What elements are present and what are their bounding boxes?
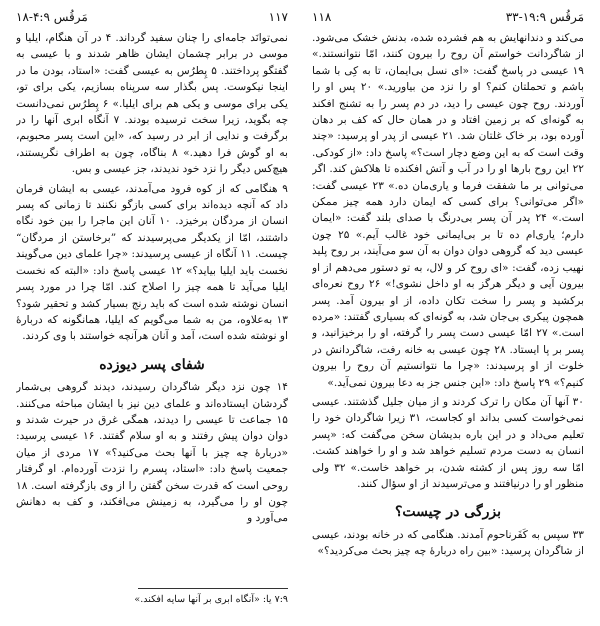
left-column bbox=[16, 30, 288, 616]
right-page-running-title bbox=[506, 10, 584, 24]
paragraph: ۳۰ آنها آن مکان را ترک کردند و از میان جلیل گذشتند. عیسی نمی‌خواست کسی بداند او کجاست، ۳۱ زیرا شاگردان خود را تعلیم می‌داد و در این باره بدیشان سخن می‌گفت که: «پسر انسان به دست مردم تسلیم خواهد شد و او را خواهند کشت. امّا سه روز پس از کشته شدن، بر خواهد خاست.» ۳۲ ولی منظور او را درنیافتند و می‌ترسیدند از او سؤال کنند. bbox=[312, 395, 584, 490]
left-page-header bbox=[16, 8, 288, 26]
right-book-name: مَرقُس bbox=[549, 10, 584, 24]
paragraph: نمی‌توانَد جامه‌ای را چنان سفید گرداند. ۴ در آن هنگام، ایلیا و موسی در برابر چشمان ایشان ظاهر شدند و با عیسی به گفتگو پرداختند. ۵ پِطرُس به عیسی گفت: «استاد، بودن ما در اینجا نیکوست. پس بگذار سه سرپناه بسازیم، یکی برای تو، یکی برای موسی و یکی هم برای ایلیا.» ۶ پِطرُس نمی‌دانست چه بگوید، زیرا سخت ترسیده بودند. ۷ آنگاه ابری آنها را در برگرفت و ندایی از ابر در رسید که، «این است پسر محبوبم، به او گوش فرا دهید.» ۸ بناگاه، چون به اطراف نگریستند، هیچ‌کس دیگر را نزد خود ندیدند، جز عیسی و بس. bbox=[16, 32, 288, 176]
right-column bbox=[312, 30, 584, 616]
paragraph: ۱۴ چون نزد دیگر شاگردان رسیدند، دیدند گروهی بی‌شمار گردشان ایستاده‌اند و علمای دین نیز با ایشان مباحثه می‌کنند. ۱۵ جماعت تا عیسی را دیدند، همگی غرق در حیرت شدند و دوان دوان پیش رفتند و به او سلام گفتند. ۱۶ عیسی پرسید: «دربارهٔ چه چیز با آنها بحث می‌کنید؟» ۱۷ مردی از میان جمعیت پاسخ داد: «استاد، پسرم را نزدت آورده‌ام. او گرفتار روحی است که قدرت سخن گفتن را از وی بازگرفته است. ۱۸ چون او را می‌گیرد، به زمینش می‌افکند، و کف به دهانش می‌آورد و bbox=[16, 381, 288, 525]
right-page-header bbox=[312, 8, 584, 26]
footnote-divider bbox=[138, 588, 288, 589]
left-chapter-range: ۴:۹-۱۸ bbox=[16, 10, 50, 24]
section-heading: بزرگی در چیست؟ bbox=[394, 504, 501, 521]
paragraph: ۹ هنگامی که از کوه فرود می‌آمدند، عیسی به ایشان فرمان داد که آنچه دیده‌اند برای کسی بازگو نکنند تا زمانی که پسر انسان از مردگان برخیزد. ۱۰ آنان این ماجرا را بین خود نگاه داشتند، امّا از یکدیگر می‌پرسیدند که ”برخاستن از مردگان“ چیست. ۱۱ آنگاه از عیسی پرسیدند: «چرا علمای دین می‌گویند نخست باید ایلیا بیاید؟» ۱۲ عیسی پاسخ داد: «البته که نخست ایلیا می‌آید تا همه چیز را اصلاح کند. امّا چرا در مورد پسر انسان نوشته شده است که باید رنج بسیار کشد و تحقیر شود؟ ۱۳ به‌علاوه، من به شما می‌گویم که ایلیا، همانگونه که دربارهٔ او نوشته شده است، آمد و آنان هرآنچه خواستند با وی کردند. bbox=[16, 182, 288, 343]
paragraph: ۳۳ سپس به کَفَرناحوم آمدند. هنگامی که در خانه بودند، عیسی از شاگردان پرسید: «بین راه دربارهٔ چه چیز بحث می‌کردید؟» bbox=[312, 528, 584, 558]
right-page-number: ۱۱۸ bbox=[312, 10, 332, 24]
paragraph: می‌کند و دندانهایش به هم فشرده شده، بدنش خشک می‌شود. از شاگردانت خواستم آن روح را بیرون کنند، امّا نتوانستند.» ۱۹ عیسی در پاسخ گفت: «ای نسل بی‌ایمان، تا به کِی با شما باشم و تحملتان کنم؟ او را نزد من بیاورید.» ۲۰ پس او را آوردند. روح چون عیسی را دید، در دم پسر را به تشنج افکند به گونه‌ای که بر زمین افتاد و در همان حال که کف بر دهان آورده بود، بر خاک غلتان شد. ۲۱ عیسی از پدر او پرسید: «چند وقت است که به این وضع دچار است؟» پاسخ داد: «از کودکی. ۲۲ این روح بارها او را در آب و آتش افکنده تا هلاکش کند. اگر می‌توانی بر ما شفقت فرما و یاری‌مان ده.» ۲۳ عیسی گفت: «اگر می‌توانی؟ برای کسی که ایمان دارد همه چیز ممکن است.» ۲۴ پدر آن پسر بی‌درنگ با صدای بلند گفت: «ایمان دارم؛ یاری‌ام ده تا بر بی‌ایمانی خود غالب آیم.» ۲۵ چون عیسی دید که گروهی دوان دوان به آن سو می‌آیند، بر روح پلید نهیب زده، گفت: «ای روح کر و لال، به تو دستور می‌دهم از او بیرون آیی و دیگر هرگز به او داخل نشوی!» ۲۶ روح نعره‌ای برکشید و پسر را سخت تکان داده، از او بیرون آمد. پسر همچون پیکری بی‌جان شد، به گونه‌ای که بسیاری گفتند: «مرده است.» ۲۷ امّا عیسی دست پسر را گرفته، او را برخیزانید، و پسر بر پا ایستاد. ۲۸ چون عیسی به خانه رفت، شاگردانش در خلوت از او پرسیدند: «چرا ما نتوانستیم آن روح را بیرون کنیم؟» ۲۹ پاسخ داد: «این جنس جز به دعا بیرون نمی‌آید.» bbox=[312, 32, 584, 389]
left-page-running-title bbox=[16, 10, 88, 24]
right-chapter-range: ۱۹:۹-۳۳ bbox=[505, 10, 547, 24]
footnote: ۷:۹ یا: «آنگاه ابری بر آنها سایه افکند.» bbox=[134, 594, 288, 605]
section-heading: شفای پسر دیوزده bbox=[99, 356, 205, 373]
left-page-number: ۱۱۷ bbox=[268, 10, 288, 24]
left-book-name: مَرقُس bbox=[53, 10, 88, 24]
